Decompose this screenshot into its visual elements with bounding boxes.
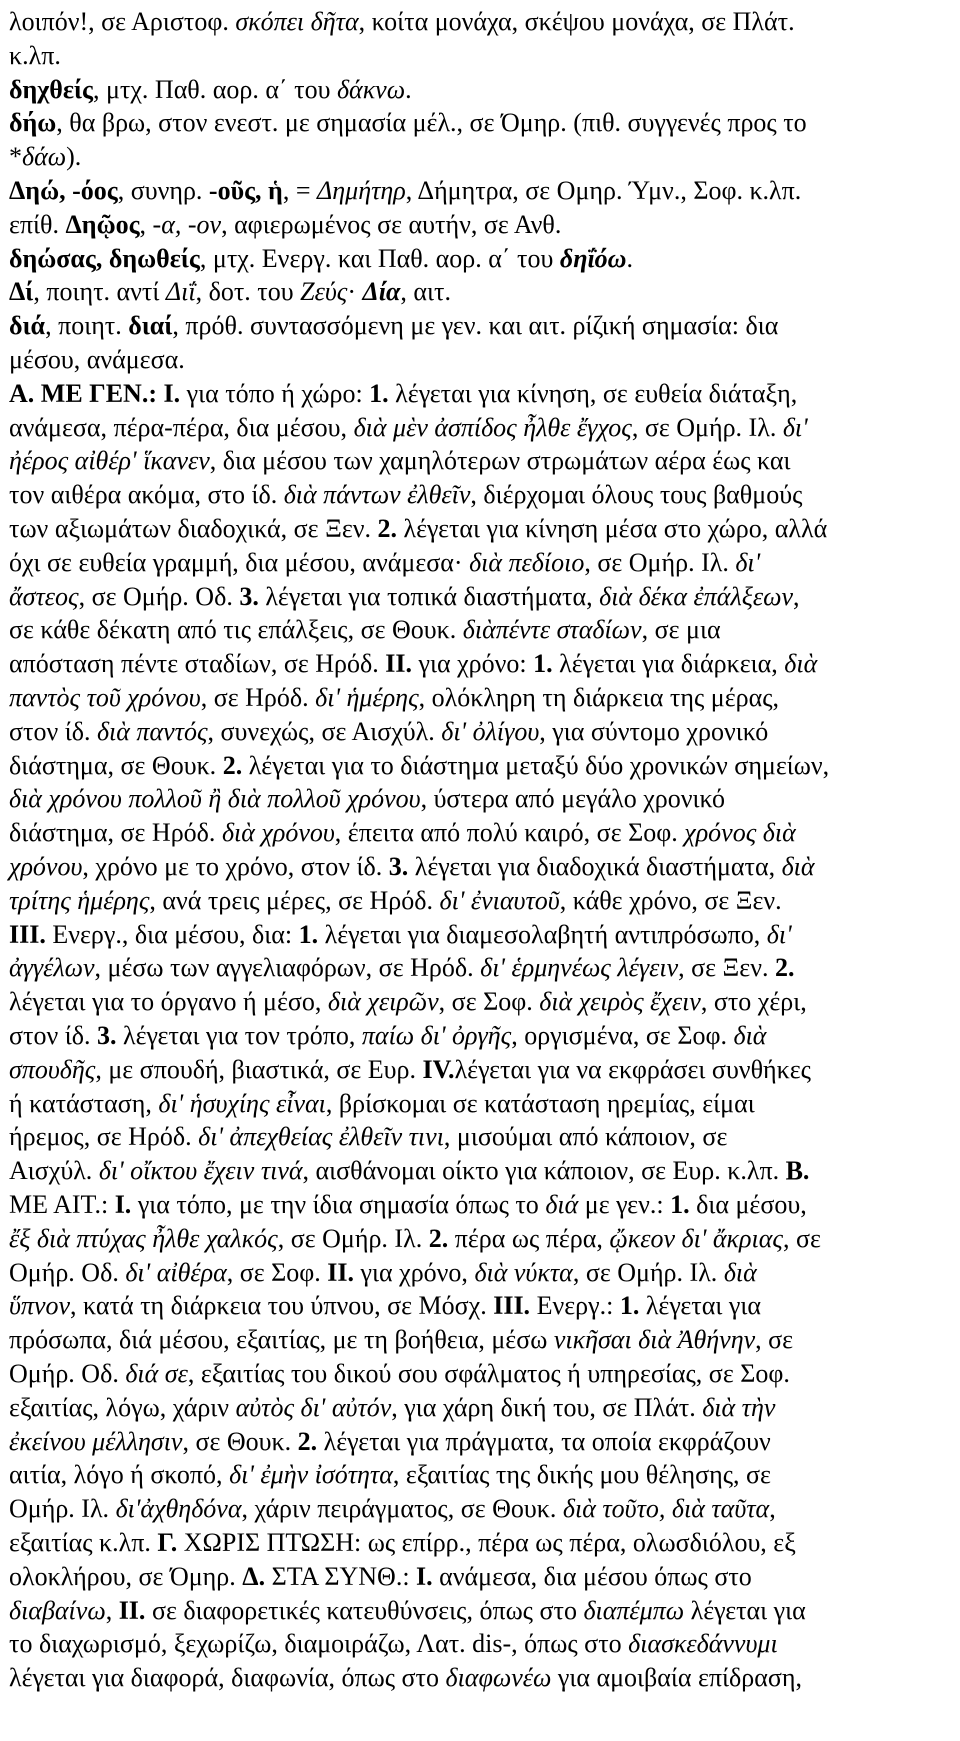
definition-text: ). — [66, 142, 82, 172]
text-line — [9, 918, 792, 951]
definition-text: λέγεται για πράγματα, τα οποία εκφράζουν — [317, 1426, 771, 1456]
definition-text: , με σπουδή, βιαστικά, σε Ευρ. — [95, 1054, 423, 1084]
text-line — [9, 1323, 793, 1356]
quotation-text: διὰ μὲν ἀσπίδος ἦλθε ἔγχος — [353, 412, 632, 442]
definition-text: , οργισμένα, σε Σοφ. — [511, 1021, 734, 1050]
definition-text: διάστημα, σε Θουκ. — [9, 750, 223, 780]
definition-text: , πρόθ. συντασσόμενη με γεν. και αιτ. ρίζική σημασία: δια — [172, 311, 779, 341]
quotation-text: διὰ παντός — [96, 716, 208, 746]
text-line — [9, 681, 779, 714]
definition-text: , ποιητ. — [45, 311, 129, 341]
definition-text: , χάριν πειράγματος, σε Θουκ. — [241, 1494, 563, 1524]
definition-text: , σε Σοφ. — [438, 987, 540, 1017]
quotation-text: δι' οἴκτου ἔχειν τινά — [98, 1156, 303, 1186]
text-line — [9, 208, 561, 241]
text-line — [9, 39, 61, 72]
text-line — [9, 1594, 806, 1627]
definition-text: Ενεργ.: — [530, 1291, 620, 1321]
headword-text: Δί — [9, 277, 34, 307]
quotation-text: διὰ τὴν — [702, 1392, 776, 1422]
text-line — [9, 1120, 727, 1153]
definition-text: εξαιτίας κ.λπ. — [9, 1528, 158, 1557]
headword-text: ΙΙ. — [118, 1595, 146, 1625]
quotation-text: ἠέρος αἰθέρ' ἵκανεν — [9, 446, 210, 476]
text-line — [9, 1087, 755, 1120]
quotation-text: διὰ χειρὸς ἔχειν — [539, 987, 701, 1017]
definition-text: , έπειτα από πολύ καιρό, σε Σοφ. — [334, 818, 685, 848]
headword-text: 2. — [774, 953, 795, 983]
headword-text: Α. ΜΕ ΓΕΝ.: Ι. — [9, 378, 181, 408]
definition-text: , για σύντομο χρονικό — [539, 716, 769, 746]
quotation-text: παίω δι' ὀργῆς — [361, 1021, 512, 1050]
definition-text: , σε — [755, 1325, 794, 1355]
definition-text: , αιτ. — [400, 277, 451, 307]
headword-text: 3. — [96, 1021, 117, 1050]
quotation-text: διὰ τοῦτο, διὰ ταῦτα — [562, 1494, 770, 1524]
text-line — [9, 884, 782, 917]
text-line — [9, 1289, 761, 1322]
quotation-text: διὰ — [784, 649, 818, 679]
headword-text: 3. — [388, 852, 409, 881]
text-line — [9, 1154, 809, 1187]
quotation-text: διά σε — [125, 1359, 188, 1388]
text-line — [9, 411, 808, 444]
quotation-text: Δημήτηρ — [316, 176, 406, 205]
headword-text: Γ. — [157, 1528, 178, 1557]
definition-text: όχι σε ευθεία γραμμή, δια μέσου, ανάμεσα· — [9, 547, 470, 577]
text-line — [9, 1425, 771, 1458]
text-line — [9, 1661, 802, 1694]
text-line — [9, 106, 807, 139]
definition-text: , σε — [782, 1223, 821, 1253]
quotation-text: ᾤκεον δι' ἄκριας — [609, 1223, 783, 1253]
text-line — [9, 782, 725, 815]
text-line — [9, 512, 827, 545]
definition-text: λέγεται για τοπικά διαστήματα, — [258, 581, 600, 611]
text-line — [9, 850, 815, 883]
definition-text: για τόπο, με την ίδια σημασία όπως το — [131, 1190, 546, 1219]
quotation-text: δι' ἑρμηνέως λέγειν — [480, 953, 679, 983]
quotation-text: δι' ὀλίγου — [441, 716, 540, 746]
quotation-text: δι' ἐνιαυτοῦ — [439, 885, 560, 915]
text-line — [9, 647, 817, 680]
definition-text: , ύστερα από μεγάλο χρονικό — [420, 784, 726, 814]
headword-text: διαί — [128, 311, 173, 341]
text-line — [9, 1053, 811, 1086]
text-line — [9, 73, 412, 106]
definition-text: , = — [282, 176, 317, 205]
quotation-text: νικῆσαι διὰ Ἀθήνην — [553, 1325, 756, 1355]
definition-text: με γεν.: — [578, 1190, 671, 1219]
definition-text: , — [139, 209, 153, 239]
definition-text: , ολόκληρη τη διάρκεια της μέρας, — [418, 683, 780, 712]
quotation-text: αὐτὸς δι' αὐτόν — [235, 1392, 392, 1422]
definition-text: απόσταση πέντε σταδίων, σε Ηρόδ. — [9, 649, 386, 679]
definition-text: , κάθε χρόνο, σε Ξεν. — [559, 885, 782, 915]
definition-text: λοιπόν!, σε Αριστοφ. — [9, 7, 236, 36]
headword-text: 1. — [298, 919, 319, 949]
definition-text: , σε Ομήρ. Ιλ. — [277, 1223, 429, 1253]
quotation-text: χρόνου — [9, 852, 83, 881]
definition-text: λέγεται για το όργανο ή μέσο, — [9, 987, 328, 1017]
definition-text: πρόσωπα, διά μέσου, εξαιτίας, με τη βοήθεια, μέσω — [9, 1325, 554, 1355]
definition-text: για χρόνο, — [354, 1257, 475, 1287]
headword-text: Δία — [362, 277, 401, 307]
definition-text: κ.λπ. — [9, 40, 61, 70]
text-line — [9, 242, 633, 275]
definition-text: λέγεται για — [639, 1291, 761, 1321]
definition-text: λέγεται για να εκφράσει συνθήκες — [454, 1054, 811, 1084]
definition-text: ήρεμος, σε Ηρόδ. — [9, 1122, 199, 1152]
headword-text: 1. — [369, 378, 389, 408]
quotation-text: χρόνος διὰ — [684, 818, 796, 848]
quotation-text: δι'ἀχθηδόνα — [115, 1494, 242, 1524]
quotation-text: διὰ χειρῶν — [327, 987, 439, 1017]
text-line — [9, 140, 81, 173]
text-line — [9, 343, 185, 376]
text-line — [9, 1019, 766, 1052]
quotation-text: διαβαίνω — [9, 1595, 106, 1625]
definition-text: διάστημα, σε Ηρόδ. — [9, 818, 222, 848]
text-line — [9, 444, 791, 477]
definition-text: , κατά τη διάρκεια του ύπνου, σε Μόσχ. — [70, 1291, 494, 1321]
text-line — [9, 749, 829, 782]
headword-text: ΙΙ. — [385, 649, 413, 679]
definition-text: επίθ. — [9, 209, 66, 239]
definition-text: . — [626, 243, 633, 273]
headword-text: δηΐόω — [559, 243, 627, 273]
definition-text: , αισθάνομαι οίκτο για κάποιον, σε Ευρ. κ.λπ. — [302, 1156, 786, 1186]
definition-text: , — [769, 1494, 776, 1524]
definition-text: , μτχ. Ενεργ. και Παθ. αορ. α΄ του — [199, 243, 560, 273]
definition-text: λέγεται για τον τρόπο, — [116, 1021, 362, 1050]
quotation-text: διὰ πεδίοιο — [469, 547, 585, 577]
text-line — [9, 1492, 776, 1525]
headword-text: 2. — [297, 1426, 318, 1456]
quotation-text: ἄστεος — [9, 581, 79, 611]
definition-text: , μτχ. Παθ. αορ. α΄ του — [92, 74, 337, 104]
definition-text: , σε Ξεν. — [678, 953, 775, 983]
definition-text: δια μέσου, — [689, 1190, 807, 1219]
definition-text: , κοίτα μονάχα, σκέψου μονάχα, σε Πλάτ. — [358, 7, 795, 36]
definition-text: , διέρχομαι όλους τους βαθμούς — [470, 480, 803, 510]
headword-text: -οῦς, ἡ — [208, 176, 283, 205]
definition-text: , ποιητ. αντί — [33, 277, 166, 307]
definition-text: στον ίδ. — [9, 1021, 97, 1050]
definition-text: λέγεται για διαμεσολαβητή αντιπρόσωπο, — [318, 919, 767, 949]
definition-text: , σε Ηρόδ. — [200, 683, 316, 712]
definition-text: λέγεται για διάρκεια, — [552, 649, 785, 679]
definition-text: πέρα ως πέρα, — [448, 1223, 610, 1253]
headword-text: δήω — [9, 108, 57, 138]
text-line — [9, 715, 768, 748]
quotation-text: διὰ — [723, 1257, 757, 1287]
definition-text: · — [347, 277, 363, 307]
quotation-text: ἀγγέλων — [9, 953, 95, 983]
quotation-text: δι' ἐμὴν ἰσότητα — [229, 1460, 393, 1490]
definition-text: τον αιθέρα ακόμα, στο ίδ. — [9, 480, 284, 510]
text-line — [9, 478, 802, 511]
quotation-text: διαφωνέω — [445, 1663, 552, 1693]
definition-text: εξαιτίας, λόγω, χάριν — [9, 1392, 236, 1422]
definition-text: για χρόνο: — [412, 649, 534, 679]
quotation-text: ὕπνον — [9, 1291, 71, 1321]
quotation-text: διαπέμπω — [583, 1595, 685, 1625]
text-line — [9, 1391, 775, 1424]
definition-text: , δοτ. του — [195, 277, 301, 307]
definition-text: λέγεται για διαφορά, διαφωνία, όπως στο — [9, 1663, 446, 1693]
definition-text: λέγεται για κίνηση μέσα στο χώρο, αλλά — [397, 514, 828, 543]
quotation-text: σπουδῆς — [9, 1054, 96, 1084]
headword-text: 2. — [377, 514, 397, 543]
text-line — [9, 985, 807, 1018]
definition-text: , — [793, 581, 800, 611]
quotation-text: διασκεδάννυμι — [628, 1629, 778, 1659]
text-line — [9, 1627, 778, 1660]
quotation-text: ἐκείνου μέλλησιν — [9, 1426, 183, 1456]
headword-text: Ι. — [416, 1561, 433, 1591]
definition-text: Αισχύλ. — [9, 1156, 99, 1186]
text-line — [9, 1526, 796, 1559]
quotation-text: ἔξ διὰ πτύχας ἦλθε χαλκός — [9, 1223, 278, 1253]
definition-text: σε κάθε δέκατη από τις επάλξεις, σε Θουκ. — [9, 615, 463, 645]
text-line — [9, 613, 721, 646]
headword-text: IV. — [422, 1054, 455, 1084]
quotation-text: δι' — [735, 547, 761, 577]
definition-text: * — [9, 142, 22, 172]
definition-text: αιτία, λόγο ή σκοπό, — [9, 1460, 230, 1490]
definition-text: , στο χέρι, — [700, 987, 807, 1017]
definition-text: ΜΕ ΑΙΤ.: — [9, 1190, 115, 1219]
definition-text: , αφιερωμένος σε αυτήν, σε Ανθ. — [221, 209, 562, 239]
headword-text: Δηῷος — [65, 209, 140, 239]
definition-text: , εξαιτίας του δικού σου σφάλματος ή υπηρεσίας, σε Σοφ. — [187, 1359, 790, 1388]
text-line — [9, 309, 778, 342]
definition-text: ανάμεσα, πέρα-πέρα, δια μέσου, — [9, 412, 354, 442]
headword-text: δηώσας, δηωθείς — [9, 243, 200, 273]
quotation-text: δι' ἡσυχίης εἶναι — [158, 1088, 326, 1118]
definition-text: λέγεται για — [684, 1595, 806, 1625]
definition-text: μέσου, ανάμεσα. — [9, 345, 185, 374]
definition-text: ανάμεσα, δια μέσου όπως στο — [432, 1561, 752, 1591]
headword-text: Δ. — [242, 1561, 266, 1591]
quotation-text: παντὸς τοῦ χρόνου — [9, 683, 201, 712]
definition-text: , θα βρω, στον ενεστ. με σημασία μέλ., σε Όμηρ. (πιθ. συγγενές προς το — [56, 108, 807, 138]
definition-text: , Δήμητρα, σε Ομηρ. Ύμν., Σοφ. κ.λπ. — [405, 176, 802, 205]
quotation-text: διὰ νύκτα — [474, 1257, 573, 1287]
definition-text: ολοκλήρου, σε Όμηρ. — [9, 1561, 243, 1591]
definition-text: Ενεργ., δια μέσου, δια: — [45, 919, 299, 949]
definition-text: για αμοιβαία επίδραση, — [551, 1663, 802, 1693]
quotation-text: διὰ χρόνου — [221, 818, 335, 848]
definition-text: το διαχωρισμό, ξεχωρίζω, διαμοιράζω, Λατ. dis-, όπως στο — [9, 1629, 629, 1659]
quotation-text: διὰ πάντων ἐλθεῖν — [283, 480, 471, 510]
quotation-text: σκόπει δῆτα — [235, 7, 359, 36]
text-line — [9, 174, 801, 207]
text-line — [9, 580, 800, 613]
headword-text: 3. — [239, 581, 259, 611]
text-line — [9, 1188, 807, 1221]
quotation-text: Διΐ — [165, 277, 196, 307]
quotation-text: δι' ἀπεχθείας ἐλθεῖν τινι — [198, 1122, 444, 1152]
quotation-text: δι' ἡμέρης — [315, 683, 419, 712]
headword-text: 2. — [222, 750, 243, 780]
quotation-text: τρίτης ἡμέρης — [9, 885, 150, 915]
headword-text: διά — [9, 311, 46, 341]
definition-text: , σε Ομήρ. Ιλ. — [584, 547, 736, 577]
quotation-text: διὰ — [733, 1021, 767, 1050]
definition-text: Ομήρ. Οδ. — [9, 1257, 126, 1287]
quotation-text: δάκνω — [336, 74, 406, 104]
definition-text: λέγεται για το διάστημα μεταξύ δύο χρονικών σημείων, — [242, 750, 830, 780]
definition-text: για τόπο ή χώρο: — [180, 378, 370, 408]
text-line — [9, 377, 797, 410]
headword-text: 1. — [619, 1291, 640, 1321]
text-line — [9, 546, 760, 579]
definition-text: των αξιωμάτων διαδοχικά, σε Ξεν. — [9, 514, 378, 543]
definition-text: στον ίδ. — [9, 716, 97, 746]
quotation-text: δι' — [766, 919, 792, 949]
definition-text: , σε Ομήρ. Ιλ. — [631, 412, 783, 442]
definition-text: , βρίσκομαι σε κατάσταση ηρεμίας, είμαι — [325, 1088, 755, 1118]
definition-text: , εξαιτίας της δικής μου θέλησης, σε — [392, 1460, 771, 1490]
headword-text: ΙΙ. — [327, 1257, 355, 1287]
quotation-text: διὰπέντε σταδίων — [462, 615, 642, 645]
headword-text: Ι. — [114, 1190, 132, 1219]
quotation-text: -α, -ον — [152, 209, 222, 239]
headword-text: 1. — [670, 1190, 690, 1219]
quotation-text: διὰ χρόνου πολλοῦ ἢ διὰ πολλοῦ χρόνου — [9, 784, 421, 814]
headword-text: Δηώ, -όος — [9, 176, 118, 205]
quotation-text: διὰ δέκα ἐπάλξεων — [599, 581, 793, 611]
quotation-text: διὰ — [781, 852, 815, 881]
definition-text: , συνηρ. — [117, 176, 209, 205]
definition-text: λέγεται για διαδοχικά διαστήματα, — [408, 852, 782, 881]
definition-text: , χρόνο με το χρόνο, στον ίδ. — [82, 852, 389, 881]
text-line — [9, 1458, 771, 1491]
definition-text: ή κατάσταση, — [9, 1088, 159, 1118]
text-line — [9, 1357, 790, 1390]
definition-text: ΧΩΡΙΣ ΠΤΩΣΗ: ως επίρρ., πέρα ως πέρα, ολωσδιόλου, εξ — [177, 1528, 796, 1557]
definition-text: , σε μια — [641, 615, 721, 645]
definition-text: , ανά τρεις μέρες, σε Ηρόδ. — [149, 885, 440, 915]
headword-text: ΙΙΙ. — [9, 919, 46, 949]
definition-text: , για χάρη δική του, σε Πλάτ. — [391, 1392, 703, 1422]
definition-text: , δια μέσου των χαμηλότερων στρωμάτων αέρα έως και — [209, 446, 791, 476]
quotation-text: δι' — [782, 412, 808, 442]
definition-text: , σε Θουκ. — [182, 1426, 298, 1456]
definition-text: , σε Ομήρ. Ιλ. — [572, 1257, 724, 1287]
definition-text: , συνεχώς, σε Αισχύλ. — [207, 716, 442, 746]
definition-text: Ομήρ. Οδ. — [9, 1359, 126, 1388]
headword-text: 2. — [428, 1223, 449, 1253]
definition-text: λέγεται για κίνηση, σε ευθεία διάταξη, — [388, 378, 798, 408]
definition-text: Ομήρ. Ιλ. — [9, 1494, 116, 1524]
quotation-text: Ζεύς — [300, 277, 348, 307]
headword-text: ΙΙΙ. — [493, 1291, 531, 1321]
definition-text: , μέσω των αγγελιαφόρων, σε Ηρόδ. — [94, 953, 481, 983]
definition-text: . — [405, 74, 412, 104]
headword-text: δηχθείς — [9, 74, 93, 104]
text-line — [9, 275, 451, 308]
quotation-text: διά — [545, 1190, 579, 1219]
quotation-text: δι' αἰθέρα — [125, 1257, 227, 1287]
definition-text: , — [105, 1595, 119, 1625]
text-line — [9, 1256, 757, 1289]
definition-text: , σε Σοφ. — [226, 1257, 328, 1287]
text-line — [9, 951, 794, 984]
text-line — [9, 1560, 752, 1593]
headword-text: 1. — [533, 649, 553, 679]
definition-text: σε διαφορετικές κατευθύνσεις, όπως στο — [145, 1595, 584, 1625]
definition-text: ΣΤΑ ΣΥΝΘ.: — [265, 1561, 417, 1591]
definition-text: , μισούμαι από κάποιον, σε — [443, 1122, 728, 1152]
text-line — [9, 816, 796, 849]
quotation-text: δάω — [22, 142, 67, 172]
text-line — [9, 1222, 821, 1255]
headword-text: Β. — [785, 1156, 810, 1186]
definition-text: , σε Ομήρ. Οδ. — [78, 581, 240, 611]
text-line — [9, 5, 795, 38]
